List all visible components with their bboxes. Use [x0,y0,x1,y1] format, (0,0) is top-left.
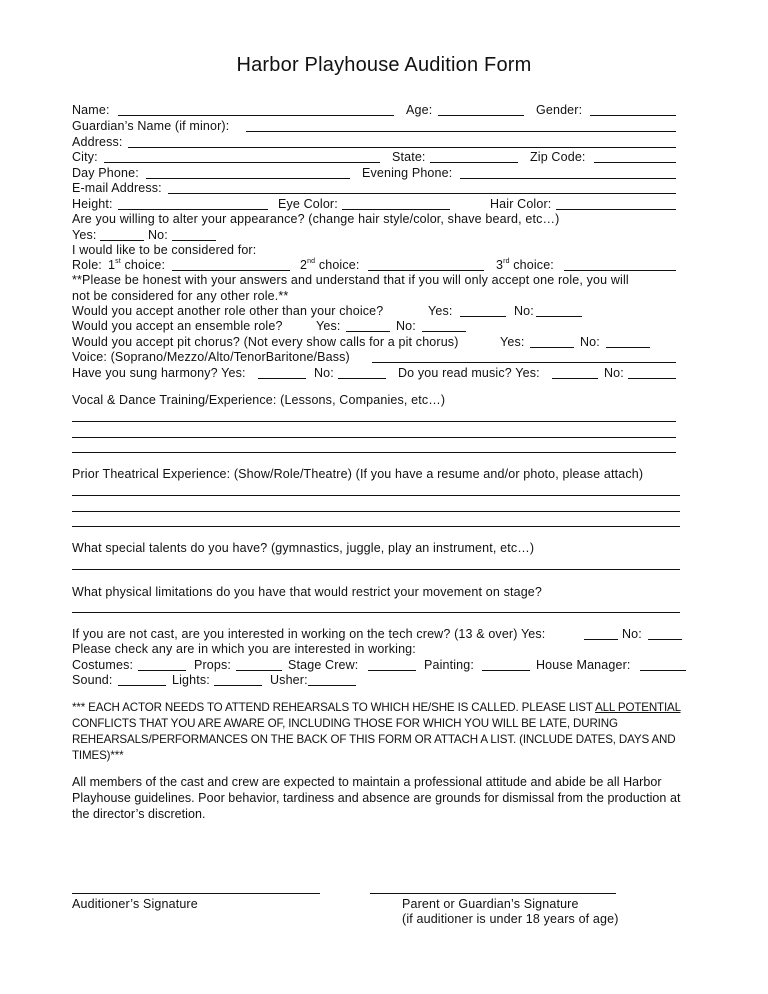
row-tech-options-1 [72,658,676,673]
choice1-label: 1st choice: [108,258,166,272]
row-another-role [72,304,676,319]
signature-note-row [72,912,676,927]
read-music-yes-field[interactable] [552,378,598,379]
guardian-signature-line[interactable] [370,893,616,894]
choice2-field[interactable] [368,270,484,271]
appearance-no-field[interactable] [172,240,216,241]
painting-label: Painting: [424,658,474,672]
city-label: City: [72,150,98,164]
house-manager-label: House Manager: [536,658,631,672]
harmony-no-field[interactable] [338,378,386,379]
role-note-line1: **Please be honest with your answers and understand that if you will only accept one role, you will [72,273,629,287]
ensemble-yes-label: Yes: [316,319,341,333]
prior-experience-line-3[interactable] [72,526,680,527]
stage-crew-label: Stage Crew: [288,658,359,672]
props-label: Props: [194,658,232,672]
role-note-2 [72,289,676,304]
row-voice [72,350,676,365]
roles-heading [72,243,676,258]
limitations-heading [72,585,676,600]
tech-yes-field[interactable] [584,639,618,640]
voice-label: Voice: (Soprano/Mezzo/Alto/TenorBaritone/Bass) [72,350,350,364]
row-pit-chorus [72,335,676,350]
appearance-no-label: No: [148,228,168,242]
row-tech-options-2 [72,673,676,688]
sound-label: Sound: [72,673,113,687]
vocal-dance-line-1[interactable] [72,421,676,422]
gender-label: Gender: [536,103,583,117]
row-email [72,181,676,196]
ensemble-no-field[interactable] [422,331,466,332]
roles-heading-text: I would like to be considered for: [72,243,257,257]
row-phones [72,166,676,181]
conflicts-underlined: ALL POTENTIAL [595,701,681,714]
email-field[interactable] [168,193,676,194]
harmony-yes-field[interactable] [258,378,306,379]
row-address [72,135,676,150]
pit-chorus-no-label: No: [580,335,600,349]
special-talents-heading [72,541,676,556]
choice3-label: 3rd choice: [496,258,554,272]
row-guardian [72,119,676,134]
another-role-no-label: No: [514,304,534,318]
guardian-field[interactable] [246,131,676,132]
choice2-label: 2nd choice: [300,258,360,272]
signature-labels [72,897,676,912]
auditioner-signature-line[interactable] [72,893,320,894]
row-harmony [72,366,676,381]
guardian-label: Guardian’s Name (if minor): [72,119,230,133]
row-role-choices [72,258,676,273]
email-label: E-mail Address: [72,181,162,195]
read-music-label: Do you read music? Yes: [398,366,540,380]
usher-field[interactable] [308,685,356,686]
special-talents-label: What special talents do you have? (gymnastics, juggle, play an instrument, etc…) [72,541,535,555]
name-label: Name: [72,103,110,117]
vocal-dance-label: Vocal & Dance Training/Experience: (Lessons, Companies, etc…) [72,393,446,407]
prior-experience-line-1[interactable] [72,495,680,496]
appearance-question [72,212,676,227]
another-role-yes-field[interactable] [460,316,506,317]
another-role-yes-label: Yes: [428,304,453,318]
row-tech-question [72,627,676,642]
vocal-dance-line-2[interactable] [72,437,676,438]
state-field[interactable] [430,162,518,163]
zip-field[interactable] [594,162,676,163]
day-phone-label: Day Phone: [72,166,139,180]
auditioner-signature-label: Auditioner’s Signature [72,897,198,911]
ensemble-yes-field[interactable] [346,331,390,332]
tech-check-heading [72,642,676,657]
house-manager-field[interactable] [640,670,686,671]
role-note-1 [72,273,676,288]
height-label: Height: [72,197,113,211]
sound-field[interactable] [118,685,166,686]
read-music-no-label: No: [604,366,624,380]
vocal-dance-heading [72,393,676,408]
conflicts-text-1: *** EACH ACTOR NEEDS TO ATTEND REHEARSALS TO WHICH HE/SHE IS CALLED. PLEASE LIST [72,701,596,714]
eye-color-label: Eye Color: [278,197,338,211]
row-city [72,150,676,165]
costumes-field[interactable] [138,670,186,671]
prior-experience-heading [72,467,676,482]
evening-phone-label: Evening Phone: [362,166,453,180]
zip-label: Zip Code: [530,150,586,164]
day-phone-field[interactable] [146,178,350,179]
appearance-yes-field[interactable] [100,240,144,241]
appearance-yes-label: Yes: [72,228,97,242]
harmony-no-label: No: [314,366,334,380]
usher-label: Usher: [270,673,308,687]
age-field[interactable] [438,115,524,116]
height-field[interactable] [118,209,268,210]
lights-field[interactable] [214,685,262,686]
age-label: Age: [406,103,433,117]
evening-phone-field[interactable] [460,178,676,179]
tech-no-field[interactable] [648,639,682,640]
row-physical [72,197,676,212]
choice1-field[interactable] [172,270,290,271]
row-appearance-answer [72,228,676,243]
guardian-signature-note: (if auditioner is under 18 years of age) [402,912,619,926]
conflicts-text-2: CONFLICTS THAT YOU ARE AWARE OF, INCLUDING THOSE FOR WHICH YOU WILL BE LATE, DURING REHEARSALS/PERFORMANCES ON THE BACK OF THIS FORM OR ATTACH A LIST. (INCLUDE DATES, DAYS AND TIMES)*** [72,717,676,762]
pit-chorus-no-field[interactable] [606,347,650,348]
role-label: Role: [72,258,102,272]
costumes-label: Costumes: [72,658,134,672]
another-role-label: Would you accept another role other than your choice? [72,304,384,318]
row-ensemble [72,319,676,334]
painting-field[interactable] [482,670,530,671]
lights-label: Lights: [172,673,210,687]
read-music-no-field[interactable] [628,378,676,379]
another-role-no-field[interactable] [536,316,582,317]
special-talents-line[interactable] [72,569,680,570]
prior-experience-line-2[interactable] [72,511,680,512]
pit-chorus-label: Would you accept pit chorus? (Not every show calls for a pit chorus) [72,335,459,349]
address-label: Address: [72,135,123,149]
stage-crew-field[interactable] [368,670,416,671]
appearance-question-text: Are you willing to alter your appearance? (change hair style/color, shave beard, etc…) [72,212,560,226]
limitations-label: What physical limitations do you have that would restrict your movement on stage? [72,585,543,599]
limitations-line[interactable] [72,612,680,613]
prior-experience-label: Prior Theatrical Experience: (Show/Role/Theatre) (If you have a resume and/or photo, please attach) [72,467,644,481]
tech-no-label: No: [622,627,642,641]
harmony-label: Have you sung harmony? Yes: [72,366,246,380]
choice3-field[interactable] [564,270,676,271]
vocal-dance-line-3[interactable] [72,452,676,453]
gender-field[interactable] [590,115,676,116]
hair-color-label: Hair Color: [490,197,552,211]
state-label: State: [392,150,426,164]
form-title: Harbor Playhouse Audition Form [236,54,532,76]
name-field[interactable] [118,115,394,116]
conflicts-notice [72,700,696,764]
city-field[interactable] [104,162,380,163]
guardian-signature-label: Parent or Guardian’s Signature [402,897,579,911]
guidelines-paragraph: All members of the cast and crew are expected to maintain a professional attitude and abide be all Harbor Playhouse guidelines. Poor behavior, tardiness and absence are grounds for dismissal from the production at the director’s discretion. [72,775,681,821]
role-note-line2: not be considered for any other role.** [72,289,289,303]
hair-color-field[interactable] [556,209,676,210]
voice-field[interactable] [372,362,676,363]
pit-chorus-yes-label: Yes: [500,335,525,349]
ensemble-no-label: No: [396,319,416,333]
eye-color-field[interactable] [342,209,450,210]
tech-question-label: If you are not cast, are you interested in working on the tech crew? (13 & over) Yes: [72,627,546,641]
address-field[interactable] [128,147,676,148]
pit-chorus-yes-field[interactable] [530,347,574,348]
ensemble-label: Would you accept an ensemble role? [72,319,283,333]
tech-check-label: Please check any are in which you are interested in working: [72,642,416,656]
props-field[interactable] [236,670,282,671]
row-name [72,103,676,118]
